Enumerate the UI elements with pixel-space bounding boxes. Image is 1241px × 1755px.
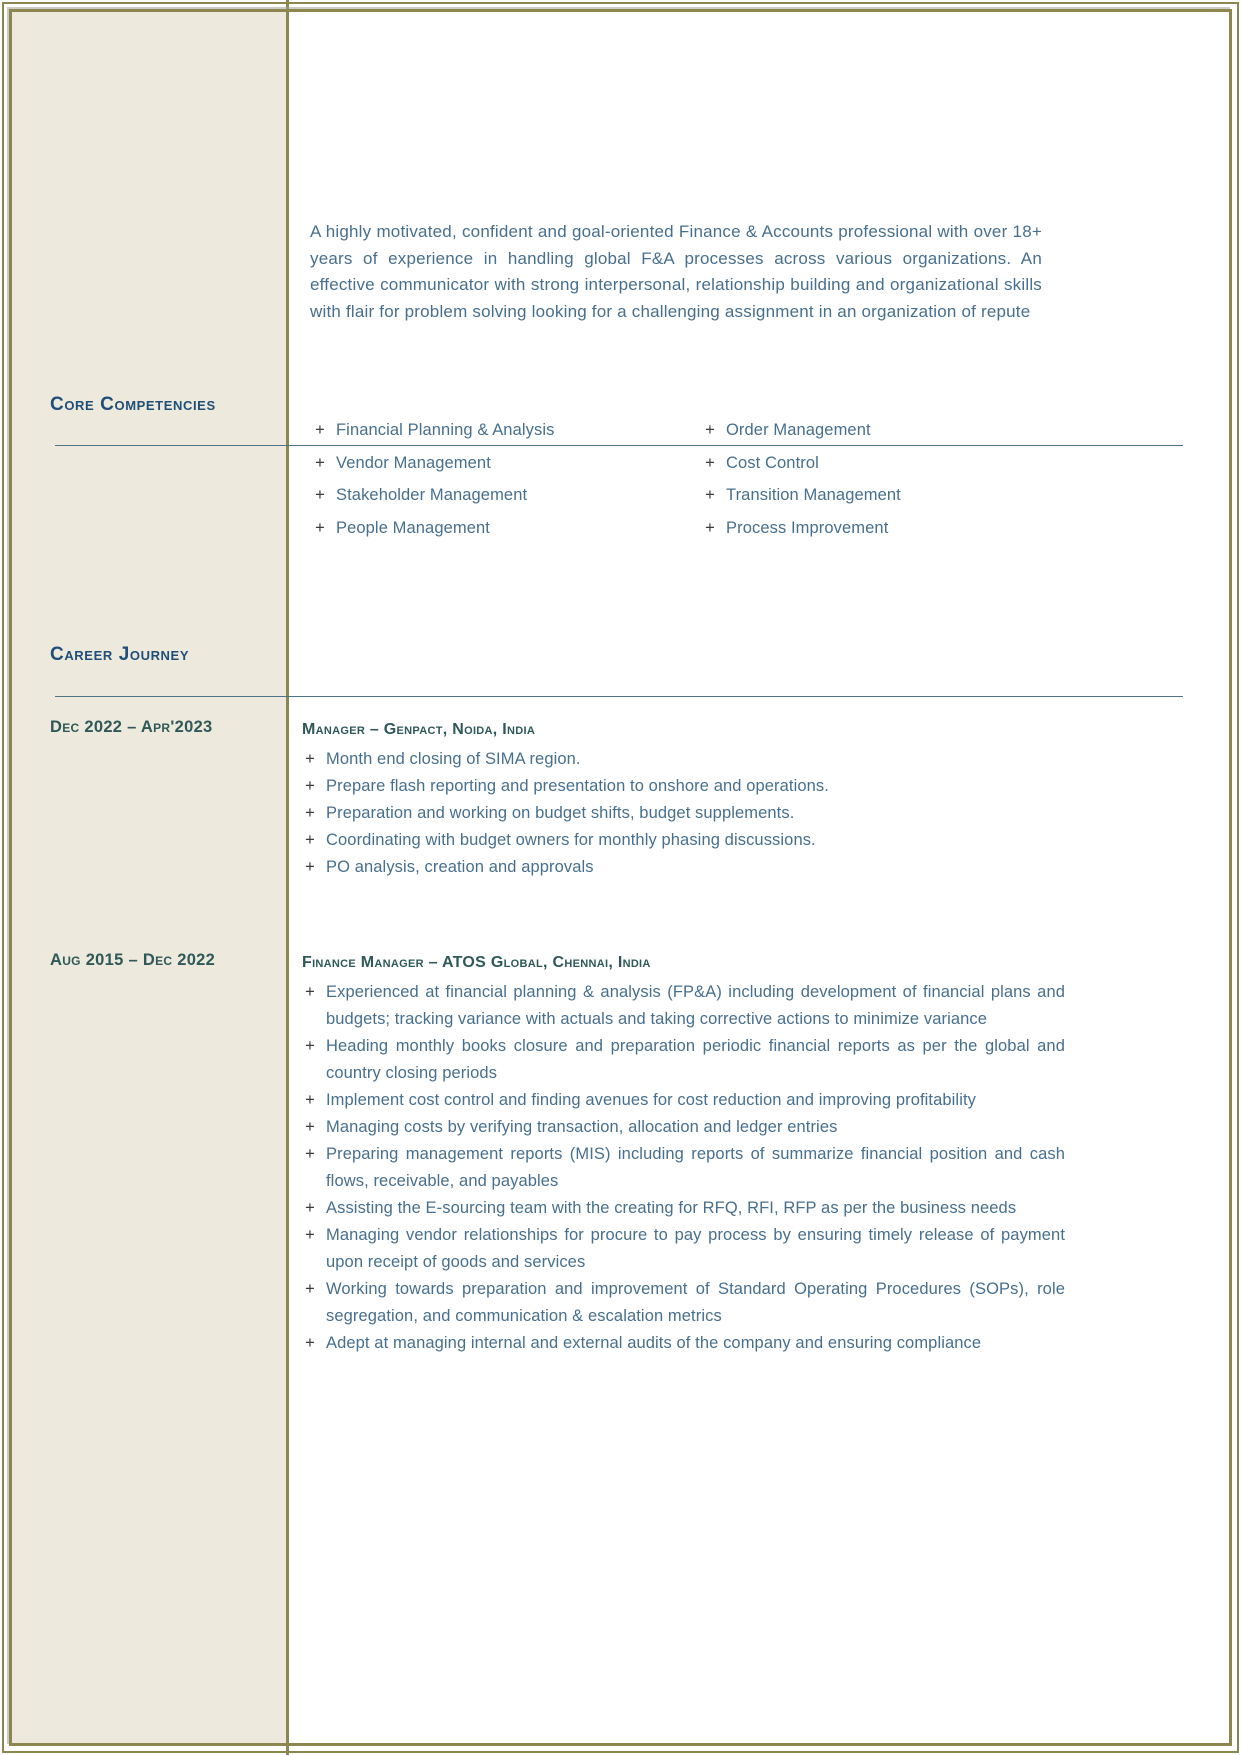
plus-bullet-icon: + [305,1091,315,1109]
job-bullet-text: Preparation and working on budget shifts, budget supplements. [326,804,795,822]
competency-label: Transition Management [726,486,901,505]
job-bullet-item [302,1222,1065,1276]
job-bullet-item [302,800,1065,827]
job-bullet-text: Managing costs by verifying transaction, allocation and ledger entries [326,1118,838,1136]
competency-label: Cost Control [726,453,819,472]
competency-item [702,512,1062,545]
job-bullet-text: Managing vendor relationships for procure to pay process by ensuring timely release of payment upon receipt of goods and services [326,1226,1065,1271]
job-bullet-text: Working towards preparation and improvement of Standard Operating Procedures (SOPs), role segregation, and communication & escalation metrics [326,1280,1065,1325]
job-bullet-text: PO analysis, creation and approvals [326,858,594,876]
plus-bullet-icon: + [705,519,715,538]
plus-bullet-icon: + [305,983,315,1001]
sidebar-background [12,12,286,1743]
plus-bullet-icon: + [305,1334,315,1352]
job-bullet-text: Month end closing of SIMA region. [326,750,581,768]
plus-bullet-icon: + [305,777,315,795]
job1-bullet-list [302,746,1065,881]
job-bullet-item [302,1330,1065,1357]
plus-bullet-icon: + [315,519,325,538]
job-bullet-text: Experienced at financial planning & analysis (FP&A) including development of financial plans and budgets; tracking variance with actuals and taking corrective actions to minimize variance [326,983,1065,1028]
plus-bullet-icon: + [315,453,325,472]
core-competencies-heading: Core Competencies [50,394,216,415]
job2-title: Finance Manager – ATOS Global, Chennai, India [302,954,651,971]
competency-item [702,480,1062,513]
job-bullet-text: Heading monthly books closure and preparation periodic financial reports as per the global and country closing periods [326,1037,1065,1082]
plus-bullet-icon: + [305,1280,315,1298]
job-bullet-item [302,1276,1065,1330]
plus-bullet-icon: + [305,1118,315,1136]
career-journey-heading: Career Journey [50,644,190,665]
job2-entry [302,949,1065,1357]
competency-item [312,512,684,545]
competency-label: Vendor Management [336,453,491,472]
job-bullet-item [302,827,1065,854]
competencies-column-right [702,414,1062,545]
job-bullet-text: Implement cost control and finding avenues for cost reduction and improving profitability [326,1091,976,1109]
job-bullet-text: Coordinating with budget owners for monthly phasing discussions. [326,831,816,849]
plus-bullet-icon: + [305,1145,315,1163]
job2-date-range: Aug 2015 – Dec 2022 [50,951,216,969]
competency-item [312,480,684,513]
plus-bullet-icon: + [305,1037,315,1055]
competencies-column-left [312,414,684,545]
job-bullet-text: Preparing management reports (MIS) including reports of summarize financial position and cash flows, receivable, and payables [326,1145,1065,1190]
job-bullet-item [302,1195,1065,1222]
plus-bullet-icon: + [705,420,715,439]
job-bullet-item [302,1033,1065,1087]
plus-bullet-icon: + [305,1199,315,1217]
section-divider-career-journey [55,696,1183,697]
competency-item [702,414,1062,447]
competency-label: People Management [336,519,490,538]
job1-date-range: Dec 2022 – Apr'2023 [50,718,213,736]
job1-title: Manager – Genpact, Noida, India [302,721,536,738]
plus-bullet-icon: + [705,453,715,472]
vertical-gold-divider [286,0,289,1755]
job-bullet-text: Assisting the E-sourcing team with the creating for RFQ, RFI, RFP as per the business needs [326,1199,1017,1217]
summary-paragraph: A highly motivated, confident and goal-oriented Finance & Accounts professional with over 18+ years of experience in handling global F&A processes across various organizations. An effective communicator with strong interpersonal, relationship building and organizational skills with flair for problem solving looking for a challenging assignment in an organization of repute [310,222,1042,321]
competency-label: Process Improvement [726,519,889,538]
plus-bullet-icon: + [315,420,325,439]
competency-label: Stakeholder Management [336,486,528,505]
job-bullet-item [302,1141,1065,1195]
job-bullet-text: Prepare flash reporting and presentation to onshore and operations. [326,777,829,795]
job-bullet-item [302,746,1065,773]
competency-label: Financial Planning & Analysis [336,420,555,439]
job-bullet-item [302,979,1065,1033]
job-bullet-item [302,1114,1065,1141]
job-bullet-item [302,773,1065,800]
job1-entry [302,716,1065,881]
plus-bullet-icon: + [305,750,315,768]
plus-bullet-icon: + [305,831,315,849]
competency-item [702,447,1062,480]
plus-bullet-icon: + [305,1226,315,1244]
job-bullet-item [302,854,1065,881]
plus-bullet-icon: + [305,858,315,876]
plus-bullet-icon: + [315,486,325,505]
job-bullet-text: Adept at managing internal and external audits of the company and ensuring compliance [326,1334,982,1352]
plus-bullet-icon: + [305,804,315,822]
job-bullet-item [302,1087,1065,1114]
competency-label: Order Management [726,420,871,439]
job2-bullet-list [302,979,1065,1357]
competency-item [312,414,684,447]
competency-item [312,447,684,480]
plus-bullet-icon: + [705,486,715,505]
